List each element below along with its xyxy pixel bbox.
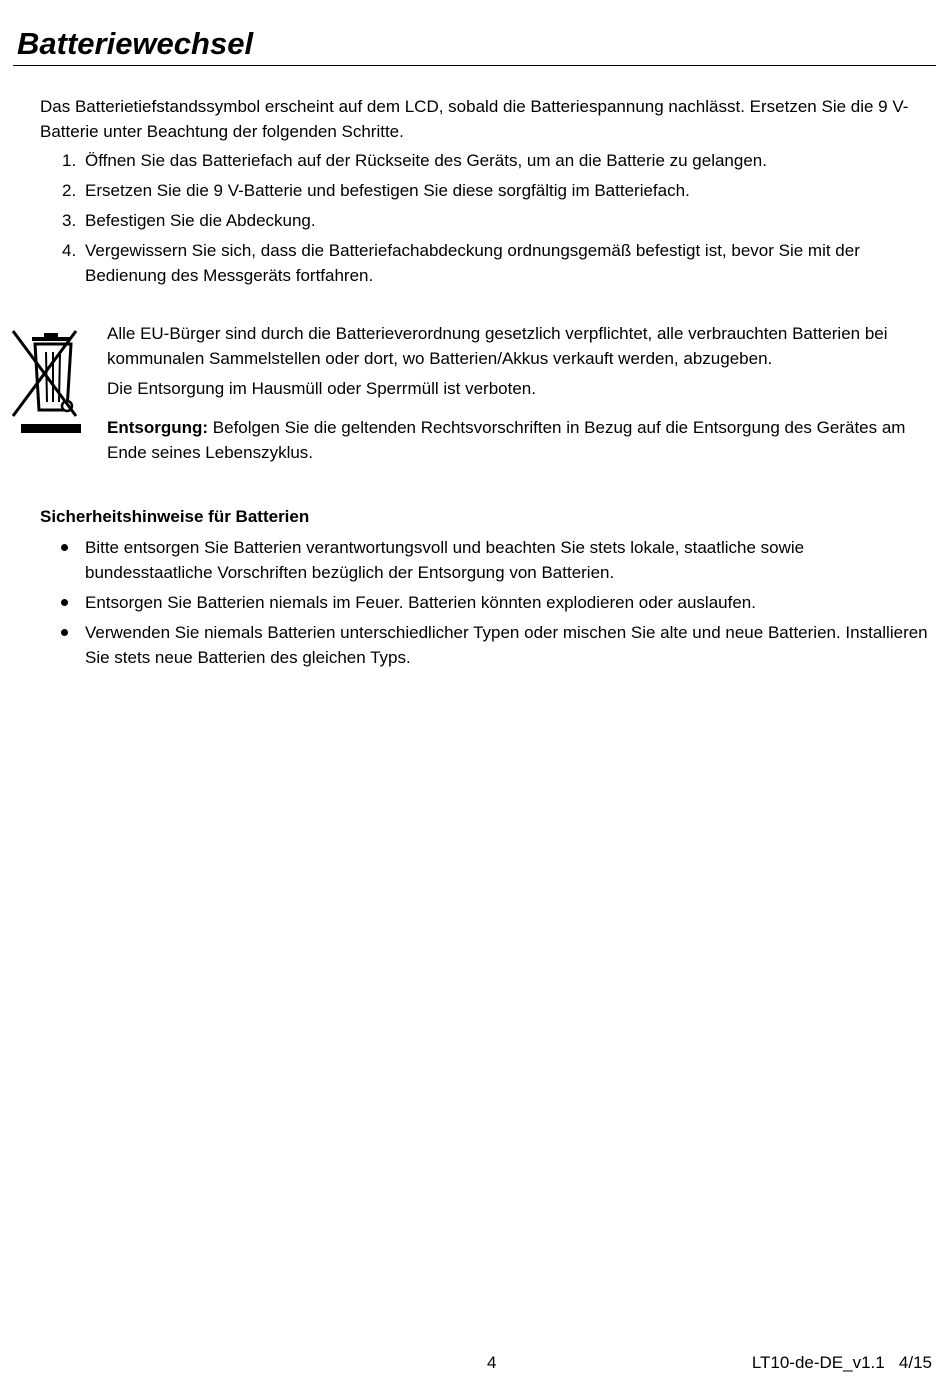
list-item — [40, 208, 935, 233]
step-text: Befestigen Sie die Abdeckung. — [85, 211, 316, 230]
page-number: 4 — [487, 1353, 497, 1372]
disposal-rules-paragraph — [107, 415, 935, 465]
safety-item-text: Verwenden Sie niemals Batterien unterschiedlicher Typen oder mischen Sie alte und neue Batterien. Installieren Sie stets neue Batterien des gleichen Typs. — [85, 623, 928, 667]
step-number: 1. — [62, 151, 77, 170]
safety-item-text: Entsorgen Sie Batterien niemals im Feuer. Batterien könnten explodieren oder auslaufen. — [85, 593, 756, 612]
safety-list — [40, 535, 935, 675]
disposal-paragraph: Alle EU-Bürger sind durch die Batterieverordnung gesetzlich verpflichtet, alle verbrauchten Batterien bei kommunalen Sammelstellen oder dort, wo Batterien/Akkus verkauft werden, abzugeben. — [107, 324, 888, 368]
safety-heading: Sicherheitshinweise für Batterien — [40, 507, 310, 526]
safety-item-text: Bitte entsorgen Sie Batterien verantwortungsvoll und beachten Sie stets lokale, staatliche sowie bundesstaatliche Vorschriften bezüglich der Entsorgung von Batterien. — [85, 538, 805, 582]
replacement-steps-list — [40, 148, 935, 293]
list-item — [40, 148, 935, 173]
bullet-icon — [61, 599, 68, 606]
disposal-label: Entsorgung: — [107, 418, 209, 437]
step-text: Ersetzen Sie die 9 V-Batterie und befestigen Sie diese sorgfältig im Batteriefach. — [85, 181, 690, 200]
title-divider — [13, 65, 936, 66]
disposal-rules-text: Befolgen Sie die geltenden Rechtsvorschriften in Bezug auf die Entsorgung des Gerätes am Ende seines Lebenszyklus. — [107, 418, 906, 462]
bullet-icon — [61, 544, 68, 551]
disposal-ban-paragraph: Die Entsorgung im Hausmüll oder Sperrmüll ist verboten. — [107, 379, 536, 398]
step-text: Öffnen Sie das Batteriefach auf der Rückseite des Geräts, um an die Batterie zu gelangen. — [85, 151, 767, 170]
step-number: 2. — [62, 181, 77, 200]
list-item — [40, 178, 935, 203]
list-item — [40, 590, 935, 615]
list-item — [40, 535, 935, 585]
step-text: Vergewissern Sie sich, dass die Batteriefachabdeckung ordnungsgemäß befestigt ist, bevor Sie mit der Bedienung des Messgeräts fortfahren. — [85, 241, 860, 285]
intro-paragraph: Das Batterietiefstandssymbol erscheint auf dem LCD, sobald die Batteriespannung nachlässt. Ersetzen Sie die 9 V-Batterie unter Beachtung der folgenden Schritte. — [40, 97, 909, 141]
document-id: LT10-de-DE_v1.1 4/15 — [751, 1353, 932, 1372]
bullet-icon — [61, 629, 68, 636]
list-item — [40, 238, 935, 288]
step-number: 3. — [62, 211, 77, 230]
disposal-notice — [107, 321, 935, 470]
page-title: Batteriewechsel — [17, 26, 254, 61]
step-number: 4. — [62, 241, 77, 260]
list-item — [40, 620, 935, 670]
crossed-out-wheelie-bin-icon — [10, 328, 82, 434]
